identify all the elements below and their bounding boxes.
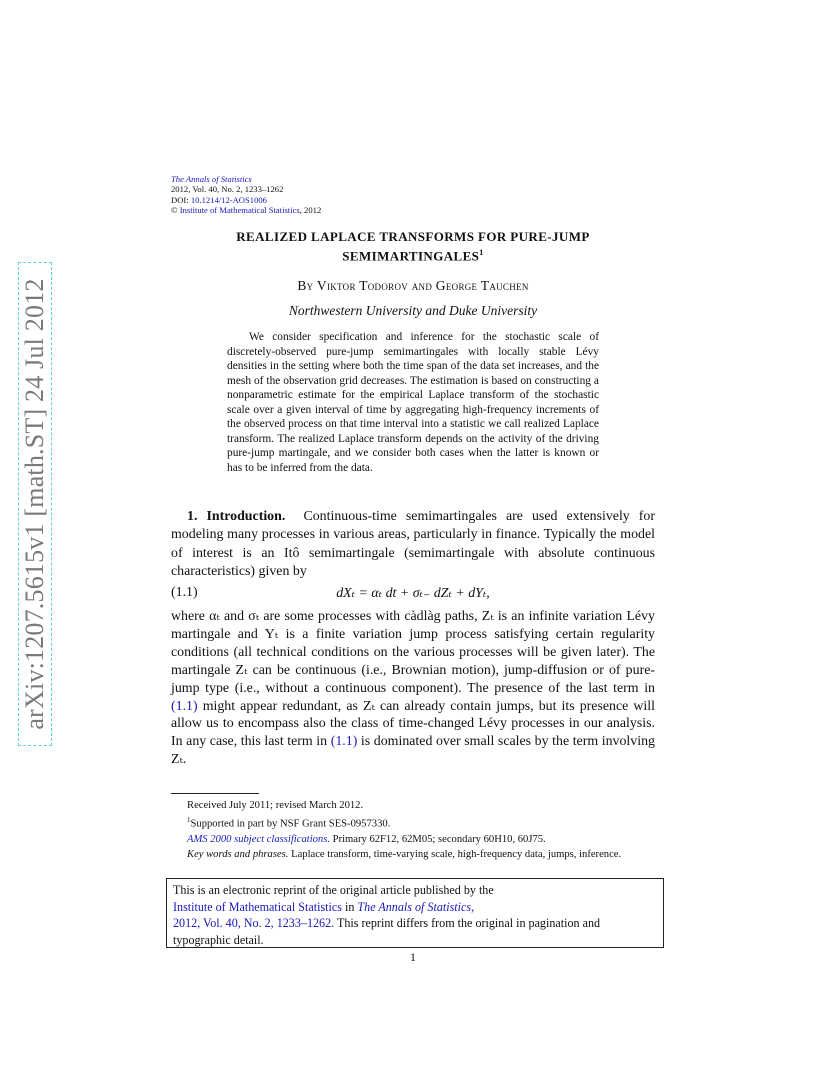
intro-paragraph [171, 508, 655, 581]
para2-part-b: might appear redundant, as Zₜ can already contain jumps, but its presence will allow us to encompass also the class of time-changed Lévy processes in our analysis. In any case, this last term in [171, 698, 655, 750]
ams-classification [171, 832, 655, 847]
equation-row [171, 585, 655, 603]
journal-name[interactable]: The Annals of Statistics [171, 174, 252, 184]
reprint-org-link[interactable]: Institute of Mathematical Statistics [173, 899, 342, 914]
reprint-text-b: . This reprint differs from the original in pagination and typographic detail. [173, 916, 601, 947]
equation-ref-link[interactable]: (1.1) [171, 698, 198, 714]
copyright-org-link[interactable]: Institute of Mathematical Statistics [179, 204, 300, 215]
keywords-label: Key words and phrases. [187, 849, 289, 861]
abstract: We consider specification and inference for the stochastic scale of discretely-observed pure-jump semimartingales with locally stable Lévy densities in the setting where both the time span of the data set increases, and the mesh of the observation grid decreases. The estimation is based on constructing a nonparametric estimate for the empirical Laplace transform of the stochastic scale over a given interval of time by aggregating high-frequency increments of the observed process on that time interval into a statistic we call realized Laplace transform. The realized Laplace transform depends on the activity of the driving pure-jump martingale, and we consider both cases when the latter is known or has to be inferred from the data. [227, 331, 599, 474]
para2-part-a: where αₜ and σₜ are some processes with càdlàg paths, Zₜ is an infinite variation Lévy martingale and Yₜ is a finite variation jump process satisfying certain regularity conditions (all technical conditions on the various processes will be given later). The martingale Zₜ can be continuous (i.e., Brownian motion), jump-diffusion or of pure-jump type (i.e., without a continuous component). The presence of the last term in [171, 609, 655, 696]
copyright-icon: © [171, 204, 178, 215]
equation-number: (1.1) [171, 585, 198, 600]
reprint-journal-link[interactable]: The Annals of Statistics [357, 899, 472, 914]
ams-link[interactable]: AMS 2000 subject classifications. [187, 833, 331, 845]
intro-paragraph-2 [171, 608, 655, 769]
journal-volume: 2012, Vol. 40, No. 2, 1233–1262 [171, 184, 284, 195]
support-text: Supported in part by NSF Grant SES-0957330. [190, 818, 391, 830]
title-line-1: REALIZED LAPLACE TRANSFORMS FOR PURE-JUMP [236, 229, 590, 244]
footnotes [171, 798, 655, 862]
para2-part-c: is dominated over small scales by the term involving Zₜ. [171, 734, 655, 768]
copyright-year: , 2012 [299, 204, 322, 215]
reprint-comma: , [471, 899, 475, 914]
journal-copyright [171, 205, 321, 215]
paper-title [171, 229, 655, 264]
authors: By Viktor Todorov and George Tauchen [297, 278, 529, 293]
journal-doi-line [171, 195, 321, 205]
reprint-notice [166, 878, 664, 948]
keywords [171, 847, 655, 862]
equation-ref-link[interactable]: (1.1) [330, 734, 358, 750]
received-note: Received July 2011; revised March 2012. [187, 800, 364, 811]
support-note [171, 813, 655, 832]
reprint-text-a: This is an electronic reprint of the original article published by the [173, 883, 494, 897]
footnote-rule [171, 793, 259, 794]
section-heading: 1. Introduction. [187, 509, 286, 524]
keywords-text: Laplace transform, time-varying scale, high-frequency data, jumps, inference. [291, 849, 622, 861]
journal-header [171, 174, 321, 215]
support-mark: 1 [187, 816, 191, 825]
title-line-2-text: SEMIMARTINGALES [342, 248, 480, 264]
reprint-issue-link[interactable]: 2012, Vol. 40, No. 2, 1233–1262 [173, 916, 332, 931]
affiliation: Northwestern University and Duke University [288, 303, 538, 318]
ams-codes: Primary 62F12, 62M05; secondary 60H10, 60J75. [332, 833, 546, 845]
doi-label: DOI: [171, 194, 189, 205]
equation: dXₜ = αₜ dt + σₜ₋ dZₜ + dYₜ, [336, 586, 490, 601]
arxiv-stamp[interactable]: arXiv:1207.5615v1 [math.ST] 24 Jul 2012 [20, 278, 49, 730]
page-number: 1 [410, 950, 416, 964]
title-footnote-mark: 1 [479, 248, 484, 257]
title-line-2 [171, 245, 655, 264]
doi-link[interactable]: 10.1214/12-AOS1006 [190, 194, 267, 205]
reprint-in: in [341, 899, 358, 914]
intro-para-1: Continuous-time semimartingales are used extensively for modeling many processes in various areas, particularly in finance. Typically the model of interest is an Itô semimartingale (semimartingale with absolute continuous characteristics) given by [171, 509, 655, 579]
